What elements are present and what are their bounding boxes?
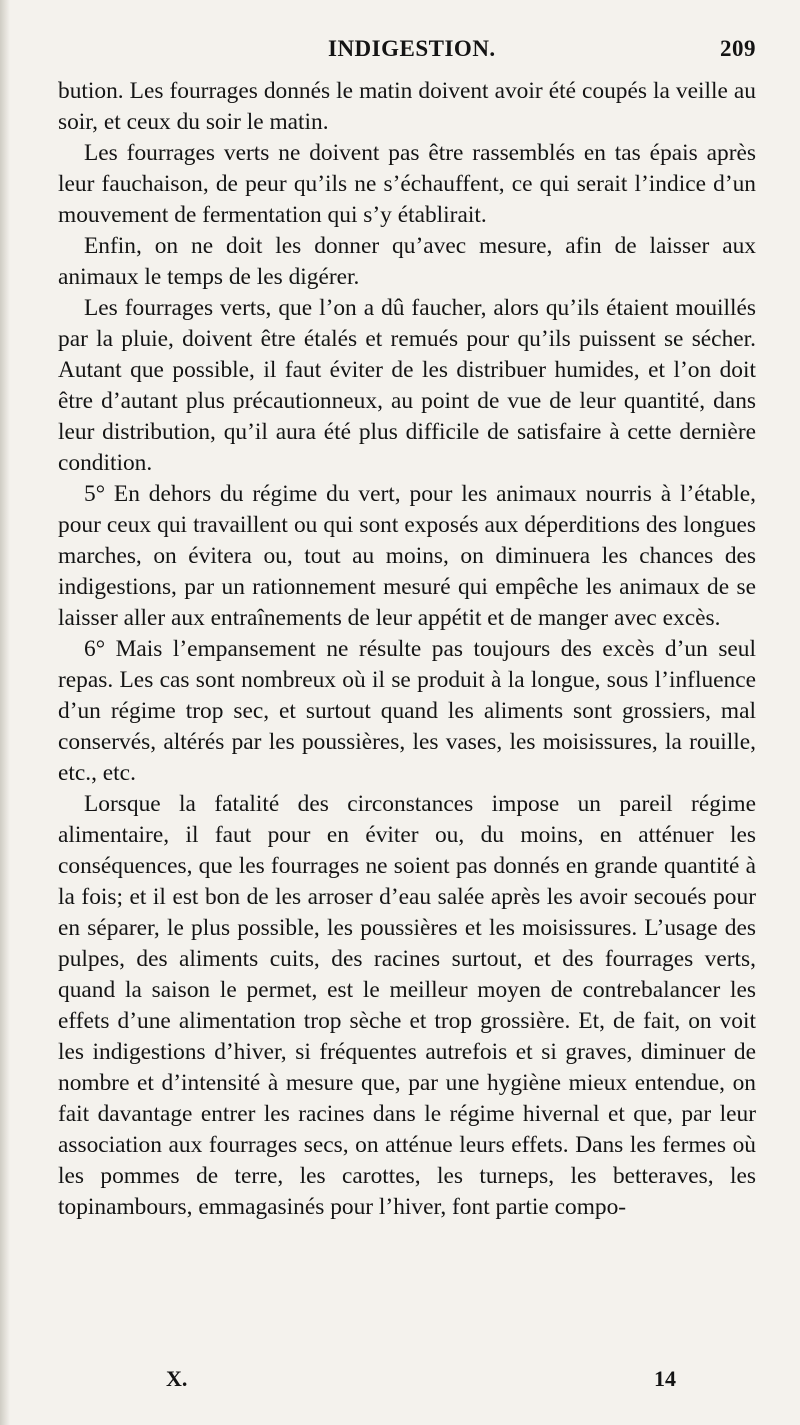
- paragraph-1: bution. Les fourrages donnés le matin doivent avoir été coupés la veille au soir, et ceux du soir le matin.: [58, 78, 756, 135]
- paragraph-3: Enfin, on ne doit les donner qu’avec mesure, afin de laisser aux animaux le temps de les digérer.: [58, 233, 756, 290]
- page-edge-shadow: [0, 0, 10, 1425]
- paragraph-5: 5° En dehors du régime du vert, pour les animaux nourris à l’étable, pour ceux qui travaillent ou qui sont exposés aux déperditions des longues marches, on évitera ou, tout au moins, on diminuera les chances des indigestions, par un rationnement mesuré qui empêche les animaux de se laisser aller aux entraînements de leur appétit et de manger avec excès.: [58, 481, 756, 631]
- running-title: INDIGESTION.: [328, 36, 496, 61]
- page-number: 209: [720, 36, 756, 61]
- signature-mark: 14: [654, 1366, 676, 1391]
- page-body: [58, 76, 756, 1223]
- paragraph-6: 6° Mais l’empansement ne résulte pas toujours des excès d’un seul repas. Les cas sont nombreux où il se produit à la longue, sous l’influence d’un régime trop sec, et surtout quand les aliments sont grossiers, mal conservés, altérés par les poussières, les vases, les moisissures, la rouille, etc., etc.: [58, 636, 756, 786]
- paragraph-2: Les fourrages verts ne doivent pas être rassemblés en tas épais après leur fauchaison, de peur qu’ils ne s’échauffent, ce qui serait l’indice d’un mouvement de fermentation qui s’y établirait.: [58, 140, 756, 228]
- volume-mark: X.: [166, 1366, 188, 1391]
- page-footer: [58, 1366, 756, 1396]
- paragraph-4: Les fourrages verts, que l’on a dû faucher, alors qu’ils étaient mouillés par la pluie, doivent être étalés et remués pour qu’ils puissent se sécher. Autant que possible, il faut éviter de les distribuer humides, et l’on doit être d’autant plus précautionneux, au point de vue de leur quantité, dans leur distribution, qu’il aura été plus difficile de satisfaire à cette dernière condition.: [58, 295, 756, 476]
- paragraph-7: Lorsque la fatalité des circonstances impose un pareil régime alimentaire, il faut pour en éviter ou, du moins, en atténuer les conséquences, que les fourrages ne soient pas donnés en grande quantité à la fois; et il est bon de les arroser d’eau salée après les avoir secoués pour en séparer, le plus possible, les poussières et les moisissures. L’usage des pulpes, des aliments cuits, des racines surtout, et des fourrages verts, quand la saison le permet, est le meilleur moyen de contrebalancer les effets d’une alimentation trop sèche et trop grossière. Et, de fait, on voit les indigestions d’hiver, si fréquentes autrefois et si graves, diminuer de nombre et d’intensité à mesure que, par une hygiène mieux entendue, on fait davantage entrer les racines dans le régime hivernal et que, par leur association aux fourrages secs, on atténue leurs effets. Dans les fermes où les pommes de terre, les carottes, les turneps, les betteraves, les topinambours, emmagasinés pour l’hiver, font partie compo-: [58, 791, 756, 1220]
- page-header: [58, 30, 756, 62]
